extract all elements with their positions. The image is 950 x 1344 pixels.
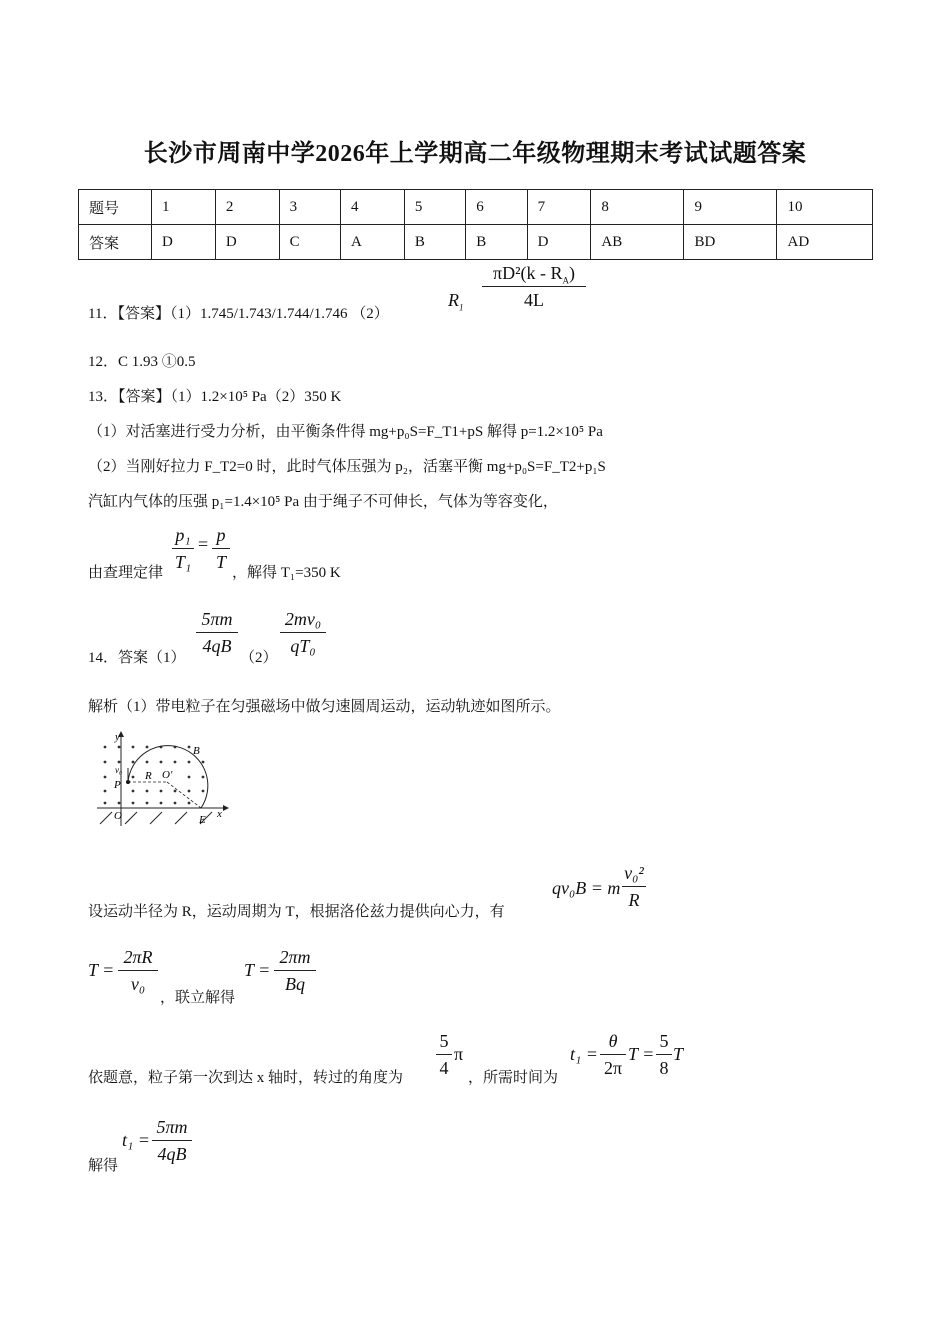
q14-a1-denominator: 4qB [202,636,232,656]
label-y: y [115,731,120,743]
label-x: x [217,808,222,820]
q14-angle-fraction [436,1030,452,1079]
q12-answer-text: 12．C 1.93 ①0.5 [88,354,196,370]
q14-lorentz-fraction [622,862,646,911]
fraction-bar [196,632,238,633]
q14-angle-text: 依题意，粒子第一次到达 x 轴时，转过的角度为 [88,1070,404,1086]
q14-answer2-fraction [280,608,326,657]
q13-part2-line: （2）当刚好拉力 F_T2=0 时，此时气体压强为 p₂，活塞平衡 mg+p₀S=F_T2+p₁S [88,459,606,475]
q11-frac-numerator [493,262,575,284]
q14-answer-label: 14．答案（1） [88,650,186,666]
q14-five-eighths-fraction [656,1030,672,1079]
table-cell: 9 [684,190,777,225]
q14-a2-denominator: qT₀ [290,636,316,656]
q14-period2-fraction [274,946,316,995]
table-cell: 6 [466,190,527,225]
q11-frac-denominator: 4L [524,290,544,310]
q14-period-fraction [118,946,158,995]
table-cell: A [341,225,405,260]
radius-line-2 [167,782,201,808]
label-e: E [199,814,206,826]
fraction-bar [118,970,158,971]
fraction-bar [172,548,194,549]
page-title: 长沙市周南中学2026年上学期高二年级物理期末考试试题答案 [143,141,807,167]
q14-final-fraction [152,1116,192,1165]
q11-num-close: ) [568,263,575,283]
q13-f1-numerator: p₁ [175,525,191,545]
q14-setup-text: 设运动半径为 R，运动周期为 T，根据洛伦兹力提供向心力，有 [88,904,505,920]
q11-answer-text: 11．【答案】（1）1.745/1.743/1.744/1.746 （2） [88,306,389,322]
q14-analysis-text: 解析（1）带电粒子在匀强磁场中做匀速圆周运动，运动轨迹如图所示。 [88,699,561,715]
table-cell: 5 [404,190,465,225]
q14-theta-numerator: θ [608,1031,618,1051]
q13-law-result: ，解得 T₁=350 K [232,565,341,581]
fraction-bar [212,548,230,549]
field-dots [104,746,205,805]
q11-resistor-symbol [448,290,464,311]
table-cell: 1 [152,190,216,225]
q13-f2-denominator: T [215,552,226,572]
q14-period2-left: T = [244,960,271,980]
q11-num-main: πD²(k - R [493,263,563,283]
q13-f1-denominator: T₁ [174,552,192,572]
q14-final-denominator: 4qB [157,1144,187,1164]
table-cell: D [152,225,216,260]
table-cell: 2 [215,190,279,225]
q13-equals: = [198,534,209,554]
table-cell: AD [777,225,873,260]
q11-fraction [482,262,586,311]
q14-five-eighths-numerator: 5 [659,1031,669,1051]
q14-t1-end: T [673,1044,684,1064]
q14-lorentz-numerator: v₀² [624,863,644,883]
q14-joint-solve: ，联立解得 [160,990,236,1006]
q13-f2-numerator: p [216,525,226,545]
q14-final-numerator: 5πm [156,1117,188,1137]
q13-answer-line: 13．【答案】（1）1.2×10⁵ Pa（2）350 K [88,389,342,405]
q14-solve-label: 解得 [88,1158,119,1174]
q14-angle-denominator: 4 [439,1058,449,1078]
fraction-bar [152,1140,192,1141]
fraction-bar [622,886,646,887]
q13-fraction-p-t [212,524,230,573]
label-o: O [114,810,122,822]
q14-period2-denominator: Bq [285,974,305,994]
q14-t1b-left: t₁ = [122,1130,150,1150]
fraction-bar [656,1054,672,1055]
answer-table [78,189,873,260]
table-row-question-numbers [79,190,873,225]
q11-num-sub: A [562,275,569,286]
table-cell: B [466,225,527,260]
fraction-bar [280,632,326,633]
x-axis-arrow [223,805,229,811]
q14-part2-label: （2） [240,650,278,666]
q14-theta-fraction [600,1030,626,1079]
q13-fraction-p1-t1 [172,524,194,573]
q14-five-eighths-denominator: 8 [659,1058,669,1078]
q14-t1-mid: T = [628,1044,655,1064]
q11-r-letter: R [448,290,459,310]
q14-period-left: T = [88,960,115,980]
magnetic-field-trajectory-figure [95,728,235,830]
q14-lorentz-denominator: R [628,890,640,910]
table-cell: 答案 [79,225,152,260]
table-row-answers [79,225,873,260]
table-cell: D [215,225,279,260]
q14-a2-numerator: 2mv₀ [284,609,322,629]
table-cell: B [404,225,465,260]
q14-theta-denominator: 2π [603,1058,623,1078]
fraction-bar [600,1054,626,1055]
table-cell: 10 [777,190,873,225]
q14-time-text: ，所需时间为 [468,1070,559,1086]
table-cell: 题号 [79,190,152,225]
q11-r-subscript: 1 [459,302,464,313]
q13-law-label: 由查理定律 [88,565,164,581]
label-p: P [114,779,121,791]
q14-answer1-fraction [196,608,238,657]
table-cell: 7 [527,190,591,225]
table-cell: AB [591,225,684,260]
label-o-prime: O′ [162,769,173,781]
q14-period-denominator: v₀ [130,974,146,994]
q14-lorentz-left: qv₀B = m [552,878,621,898]
q14-a1-numerator: 5πm [201,609,233,629]
fraction-bar [274,970,316,971]
table-cell: BD [684,225,777,260]
q13-part1-line: （1）对活塞进行受力分析，由平衡条件得 mg+p₀S=F_T1+pS 解得 p=1.2×10⁵ Pa [88,424,603,440]
label-v0: v₀ [115,765,123,775]
table-cell: 3 [279,190,340,225]
table-cell: D [527,225,591,260]
label-b: B [193,745,200,757]
label-r: R [145,770,152,782]
fraction-bar [436,1054,452,1055]
q13-gas-pressure-line: 汽缸内气体的压强 p₁=1.4×10⁵ Pa 由于绳子不可伸长，气体为等容变化， [88,494,558,510]
q14-period2-numerator: 2πm [279,947,311,967]
table-cell: 8 [591,190,684,225]
q14-angle-numerator: 5 [439,1031,449,1051]
q14-period-numerator: 2πR [123,947,153,967]
table-cell: C [279,225,340,260]
q14-angle-pi: π [454,1044,464,1064]
q14-t1-left: t₁ = [570,1044,598,1064]
fraction-bar [482,286,586,287]
table-cell: 4 [341,190,405,225]
